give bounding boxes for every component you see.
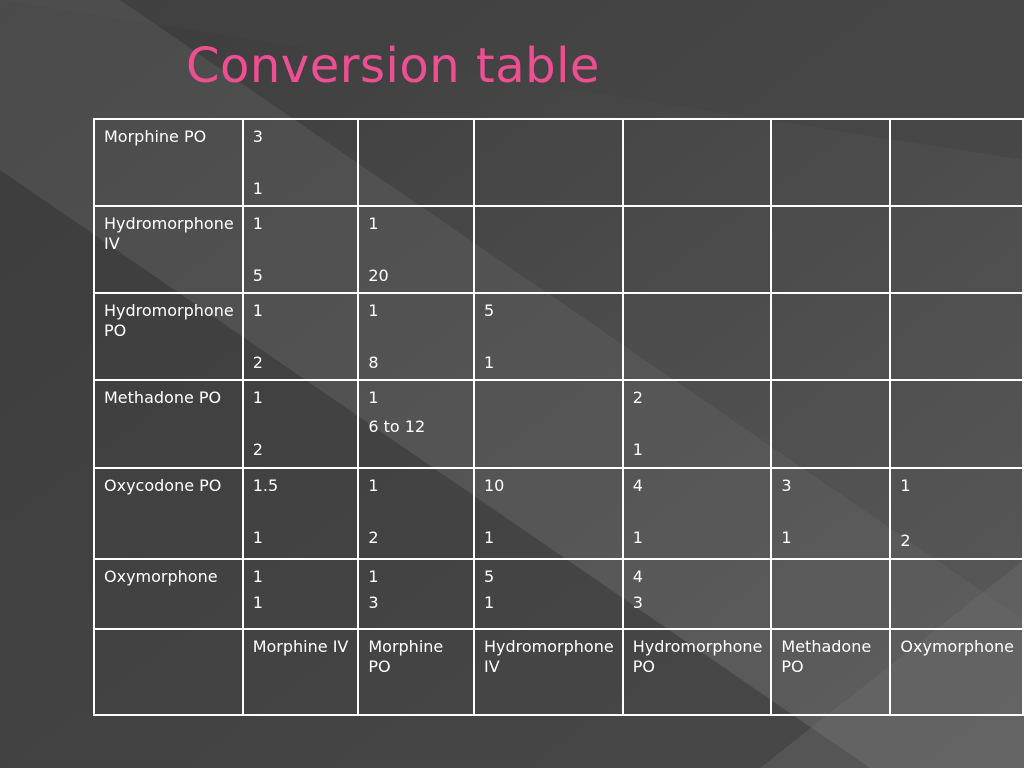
row-label: Hydromorphone IV [94, 206, 243, 293]
ratio-cell [243, 380, 359, 468]
ratio-top: 3 [252, 127, 263, 146]
column-label: Oxymorphone [890, 629, 1023, 715]
ratio-cell [771, 119, 890, 206]
table-row [94, 468, 1023, 559]
ratio-cell [474, 206, 623, 293]
ratio-cell [243, 468, 359, 559]
row-label: Oxymorphone [94, 559, 243, 629]
ratio-cell [474, 468, 623, 559]
ratio-cell [474, 293, 623, 380]
ratio-top: 1 [252, 301, 263, 320]
ratio-top: 2 [632, 388, 643, 407]
ratio-cell [474, 380, 623, 468]
table-row [94, 119, 1023, 206]
ratio-cell [890, 206, 1023, 293]
ratio-bottom: 1 [483, 353, 495, 372]
ratio-top: 1 [368, 388, 379, 407]
ratio-bottom: 1 [781, 528, 792, 547]
ratio-cell [890, 559, 1023, 629]
ratio-top: 4 [632, 567, 643, 586]
column-label: Methadone PO [771, 629, 890, 715]
ratio-bottom: 20 [368, 266, 389, 285]
ratio-cell [890, 119, 1023, 206]
column-label: Morphine IV [243, 629, 359, 715]
ratio-cell [771, 380, 890, 468]
ratio-cell [358, 293, 474, 380]
ratio-top: 1 [368, 301, 379, 320]
ratio-top: 5 [483, 567, 495, 586]
table-row [94, 380, 1023, 468]
ratio-bottom: 1 [252, 593, 263, 612]
table-row [94, 559, 1023, 629]
row-label: Oxycodone PO [94, 468, 243, 559]
row-label: Morphine PO [94, 119, 243, 206]
ratio-cell [243, 119, 359, 206]
ratio-top: 1 [900, 476, 911, 495]
ratio-cell [771, 293, 890, 380]
ratio-cell [623, 293, 772, 380]
ratio-cell [358, 559, 474, 629]
ratio-top: 1 [368, 567, 379, 586]
ratio-cell [623, 119, 772, 206]
ratio-top: 1 [252, 214, 263, 233]
ratio-bottom: 1 [483, 593, 495, 612]
ratio-cell [623, 206, 772, 293]
ratio-cell [358, 468, 474, 559]
ratio-top: 10 [483, 476, 505, 495]
ratio-cell [358, 380, 474, 468]
ratio-bottom: 1 [632, 440, 643, 459]
conversion-table [93, 118, 1024, 716]
ratio-top: 3 [781, 476, 792, 495]
ratio-bottom: 2 [252, 440, 263, 459]
ratio-cell [358, 119, 474, 206]
ratio-top: 5 [483, 301, 495, 320]
ratio-cell [771, 559, 890, 629]
column-label: Hydromorphone PO [623, 629, 772, 715]
table-header-row [94, 629, 1023, 715]
ratio-cell [890, 380, 1023, 468]
ratio-bottom: 2 [252, 353, 263, 372]
ratio-bottom: 1 [483, 528, 495, 547]
ratio-bottom: 1 [632, 528, 643, 547]
ratio-bottom: 5 [252, 266, 263, 285]
ratio-bottom: 2 [368, 528, 379, 547]
ratio-cell [474, 119, 623, 206]
ratio-bottom: 3 [632, 593, 643, 612]
ratio-cell [890, 468, 1023, 559]
row-label: Hydromorphone PO [94, 293, 243, 380]
column-label: Hydromorphone IV [474, 629, 623, 715]
ratio-cell [243, 206, 359, 293]
ratio-cell [771, 468, 890, 559]
ratio-top: 1 [368, 476, 379, 495]
ratio-cell [771, 206, 890, 293]
ratio-cell [243, 559, 359, 629]
ratio-bottom: 6 to 12 [368, 417, 426, 436]
ratio-bottom: 2 [900, 531, 911, 550]
ratio-cell [623, 559, 772, 629]
ratio-bottom: 1 [252, 528, 263, 547]
ratio-bottom: 1 [252, 179, 263, 198]
ratio-top: 1 [252, 567, 263, 586]
corner-cell [94, 629, 243, 715]
ratio-cell [623, 468, 772, 559]
ratio-top: 1 [252, 388, 263, 407]
ratio-cell [890, 293, 1023, 380]
column-label: Morphine PO [358, 629, 474, 715]
ratio-top: 4 [632, 476, 643, 495]
table-row [94, 206, 1023, 293]
ratio-cell [623, 380, 772, 468]
slide-title: Conversion table [186, 38, 600, 94]
ratio-bottom: 8 [368, 353, 379, 372]
ratio-top: 1.5 [252, 476, 279, 495]
ratio-cell [243, 293, 359, 380]
ratio-cell [358, 206, 474, 293]
row-label: Methadone PO [94, 380, 243, 468]
ratio-cell [474, 559, 623, 629]
table-row [94, 293, 1023, 380]
ratio-top: 1 [368, 214, 379, 233]
ratio-bottom: 3 [368, 593, 379, 612]
